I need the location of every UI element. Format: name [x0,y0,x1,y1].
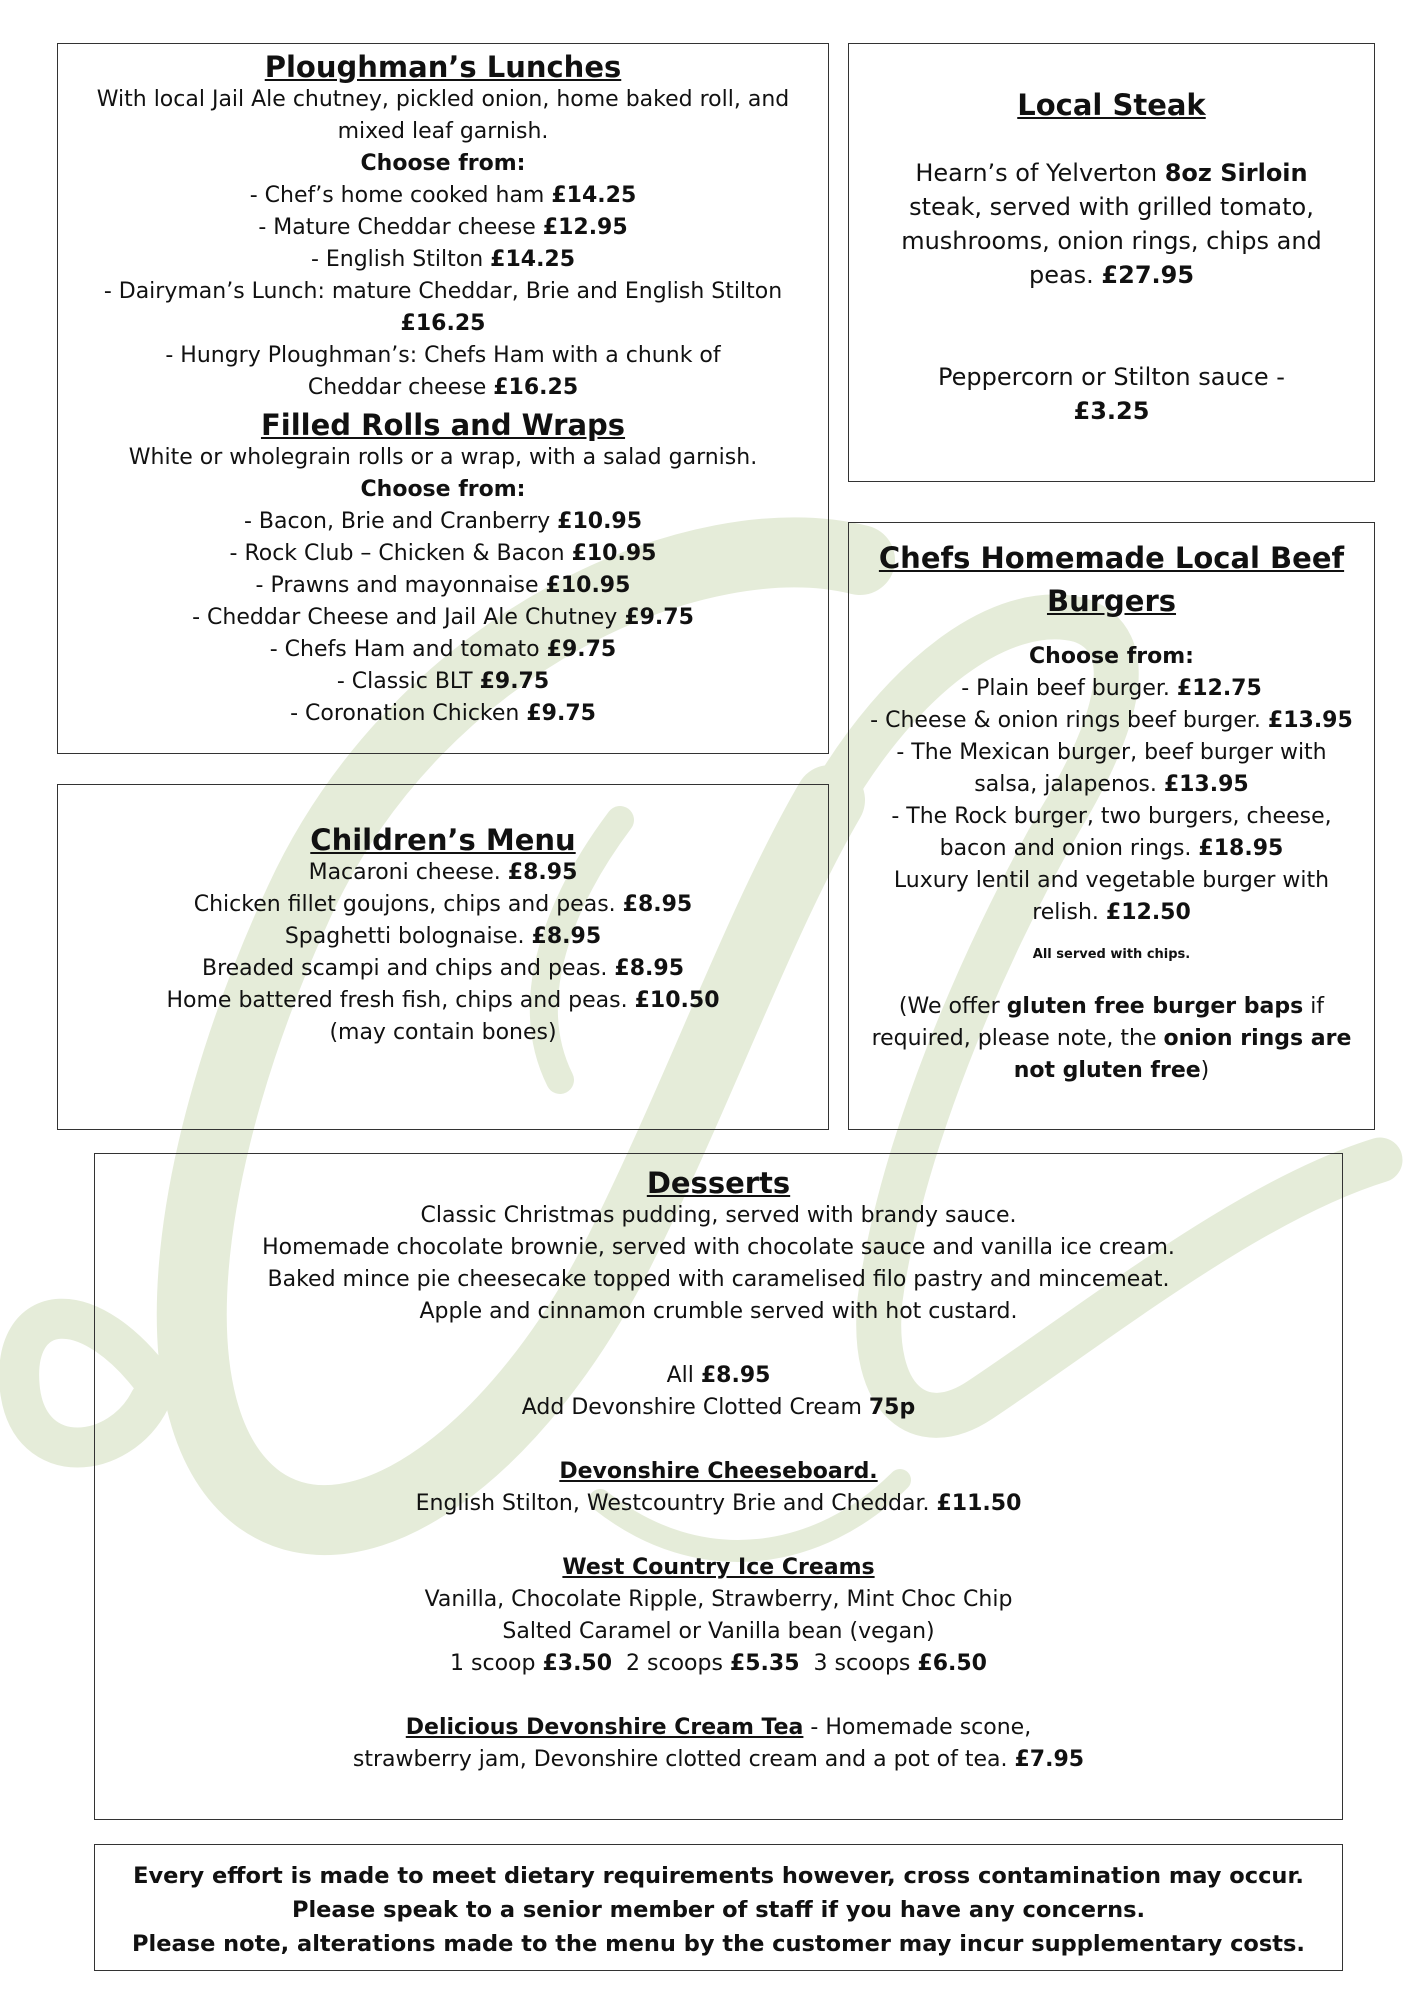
item-name: Breaded scampi and chips and peas. [201,955,615,981]
steak-text: peas. [1028,260,1102,289]
steak-description [849,258,1374,292]
steak-cut: 8oz Sirloin [1164,158,1308,187]
rolls-intro: White or wholegrain rolls or a wrap, with a salad garnish. [128,444,758,470]
item-price: £18.95 [1198,836,1284,861]
cream-tea-title: Delicious Devonshire Cream Tea [405,1714,804,1740]
steak-description: mushrooms, onion rings, chips and [901,226,1322,255]
note-emphasis: not gluten free [1013,1058,1201,1083]
item-price: £10.95 [557,508,643,534]
menu-item: - The Mexican burger, beef burger with [896,740,1327,765]
chips-note: All served with chips. [1032,947,1191,962]
item-name: - Coronation Chicken [290,700,527,726]
item-name: Cheddar cheese [307,374,494,400]
childrens-menu-section [57,784,829,1130]
scoop-price: £6.50 [917,1650,987,1676]
menu-item [58,602,828,634]
cheeseboard-title: Devonshire Cheeseboard. [559,1458,878,1484]
cheeseboard-item [95,1488,1342,1520]
childrens-title: Children’s Menu [310,823,576,857]
clotted-cream-addon [95,1392,1342,1424]
item-name: Chicken fillet goujons, chips and peas. [193,891,623,917]
ploughman-and-rolls-section [57,43,829,754]
ploughman-intro: With local Jail Ale chutney, pickled onion, home baked roll, and [96,86,790,112]
steak-title: Local Steak [1017,88,1206,122]
notice-line: Please speak to a senior member of staff if you have any concerns. [291,1897,1146,1923]
item-name: relish. [1032,900,1106,925]
item-price: £16.25 [493,374,579,400]
notice-line: Please note, alterations made to the menu by the customer may incur supplementary costs. [132,1931,1305,1957]
menu-item [58,372,828,404]
menu-item [58,570,828,602]
gluten-note [849,1055,1374,1087]
scoop-label: 2 scoops [612,1650,730,1676]
ice-cream-flavours: Vanilla, Chocolate Ripple, Strawberry, Mint Choc Chip [424,1586,1013,1612]
item-name: Home battered fresh fish, chips and peas. [166,987,635,1013]
addon-label: Add Devonshire Clotted Cream [521,1394,869,1420]
menu-item [58,698,828,730]
item-name: - Homemade scone, [803,1714,1032,1740]
choose-from-label: Choose from: [360,150,526,176]
dessert-item: Baked mince pie cheesecake topped with caramelised filo pastry and mincemeat. [267,1266,1170,1292]
item-price: £12.50 [1105,900,1191,925]
menu-item [58,244,828,276]
item-name: Spaghetti bolognaise. [284,923,532,949]
item-price: £16.25 [400,310,486,336]
ice-cream-flavours: Salted Caramel or Vanilla bean (vegan) [502,1618,935,1644]
item-price: £9.75 [624,604,694,630]
bones-note: (may contain bones) [329,1019,557,1045]
desserts-section [94,1153,1343,1820]
choose-from-label: Choose from: [1029,644,1194,669]
dessert-item: Apple and cinnamon crumble served with hot custard. [419,1298,1018,1324]
note-text: (We offer [898,994,1007,1019]
item-name: salsa, jalapenos. [974,772,1164,797]
menu-item [58,666,828,698]
ploughman-title: Ploughman’s Lunches [264,50,622,84]
item-price: £8.95 [531,923,602,949]
item-price: £12.75 [1176,676,1262,701]
item-price: £12.95 [542,214,628,240]
menu-item [849,833,1374,865]
item-price: £9.75 [546,636,617,662]
item-name: Macaroni cheese. [308,859,508,885]
item-name: - Cheese & onion rings beef burger. [870,708,1268,733]
item-price: £8.95 [614,955,685,981]
item-price: £13.95 [1267,708,1353,733]
scoop-label: 3 scoops [799,1650,918,1676]
burgers-title: Burgers [1046,584,1177,618]
item-name: - Classic BLT [336,668,480,694]
item-name: - Mature Cheddar cheese [258,214,543,240]
scoop-price: £5.35 [729,1650,800,1676]
item-price: £9.75 [479,668,550,694]
item-price: £14.25 [551,182,637,208]
item-name: bacon and onion rings. [939,836,1199,861]
steak-price: £27.95 [1101,260,1195,289]
note-emphasis: onion rings are [1163,1026,1352,1051]
price-label: All [666,1362,701,1388]
sauce-price: £3.25 [1073,396,1150,425]
gluten-note [849,1023,1374,1055]
note-emphasis: gluten free burger baps [1006,994,1304,1019]
menu-item [58,889,828,921]
gluten-note [849,991,1374,1023]
item-price: £10.95 [571,540,657,566]
menu-item [58,634,828,666]
item-price: £13.95 [1163,772,1249,797]
ploughman-intro: mixed leaf garnish. [337,118,549,144]
menu-item [58,921,828,953]
menu-item: - Dairyman’s Lunch: mature Cheddar, Brie and English Stilton [103,278,783,304]
menu-item [58,857,828,889]
sauce-option: Peppercorn or Stilton sauce - [938,362,1285,391]
ice-cream-title: West Country Ice Creams [562,1554,875,1580]
item-name: strawberry jam, Devonshire clotted cream and a pot of tea. [352,1746,1015,1772]
item-price: £9.75 [526,700,596,726]
cream-tea-item [95,1712,1342,1744]
steak-text: Hearn’s of Yelverton [915,158,1165,187]
dessert-item: Classic Christmas pudding, served with brandy sauce. [420,1202,1017,1228]
item-name: - English Stilton [310,246,491,272]
item-name: - Rock Club – Chicken & Bacon [229,540,572,566]
cream-tea-item [95,1744,1342,1776]
menu-item [58,538,828,570]
dietary-notice [94,1844,1343,1971]
steak-description [849,156,1374,190]
note-text: if [1303,994,1325,1019]
menu-item [58,180,828,212]
addon-price: 75p [868,1394,916,1420]
item-name: - Chef’s home cooked ham [249,182,552,208]
menu-item: - Hungry Ploughman’s: Chefs Ham with a chunk of [165,342,721,368]
item-price: £7.95 [1014,1746,1085,1772]
item-price: £8.95 [507,859,578,885]
steak-section [848,43,1375,482]
dessert-item: Homemade chocolate brownie, served with chocolate sauce and vanilla ice cream. [262,1234,1175,1260]
steak-description: steak, served with grilled tomato, [909,192,1314,221]
note-text: ) [1200,1058,1210,1083]
scoop-label: 1 scoop [450,1650,543,1676]
choose-from-label: Choose from: [360,476,526,502]
item-name: English Stilton, Westcountry Brie and Cheddar. [415,1490,937,1516]
item-name: - Bacon, Brie and Cranberry [243,508,558,534]
menu-item [58,506,828,538]
item-name: - Chefs Ham and tomato [269,636,547,662]
burgers-section [848,522,1375,1130]
item-price: £11.50 [936,1490,1022,1516]
burgers-title: Chefs Homemade Local Beef [878,541,1345,575]
ice-cream-prices [95,1648,1342,1680]
price-value: £8.95 [700,1362,771,1388]
menu-item [849,673,1374,705]
menu-item: Luxury lentil and vegetable burger with [893,868,1330,893]
scoop-price: £3.50 [542,1650,613,1676]
menu-item [849,705,1374,737]
menu-item: - The Rock burger, two burgers, cheese, [891,804,1332,829]
item-price: £14.25 [490,246,576,272]
menu-item [58,212,828,244]
menu-item [849,769,1374,801]
rolls-title: Filled Rolls and Wraps [260,407,626,442]
item-name: - Prawns and mayonnaise [255,572,546,598]
menu-item [58,985,828,1017]
note-text: required, please note, the [871,1026,1164,1051]
item-price: £10.95 [545,572,631,598]
item-price: £10.50 [634,987,720,1013]
menu-item [849,897,1374,929]
item-name: - Cheddar Cheese and Jail Ale Chutney [192,604,625,630]
desserts-title: Desserts [646,1166,791,1200]
notice-line: Every effort is made to meet dietary requirements however, cross contamination may occur. [133,1863,1304,1889]
item-name: - Plain beef burger. [961,676,1177,701]
dessert-price [95,1360,1342,1392]
item-price: £8.95 [622,891,693,917]
menu-item [58,953,828,985]
